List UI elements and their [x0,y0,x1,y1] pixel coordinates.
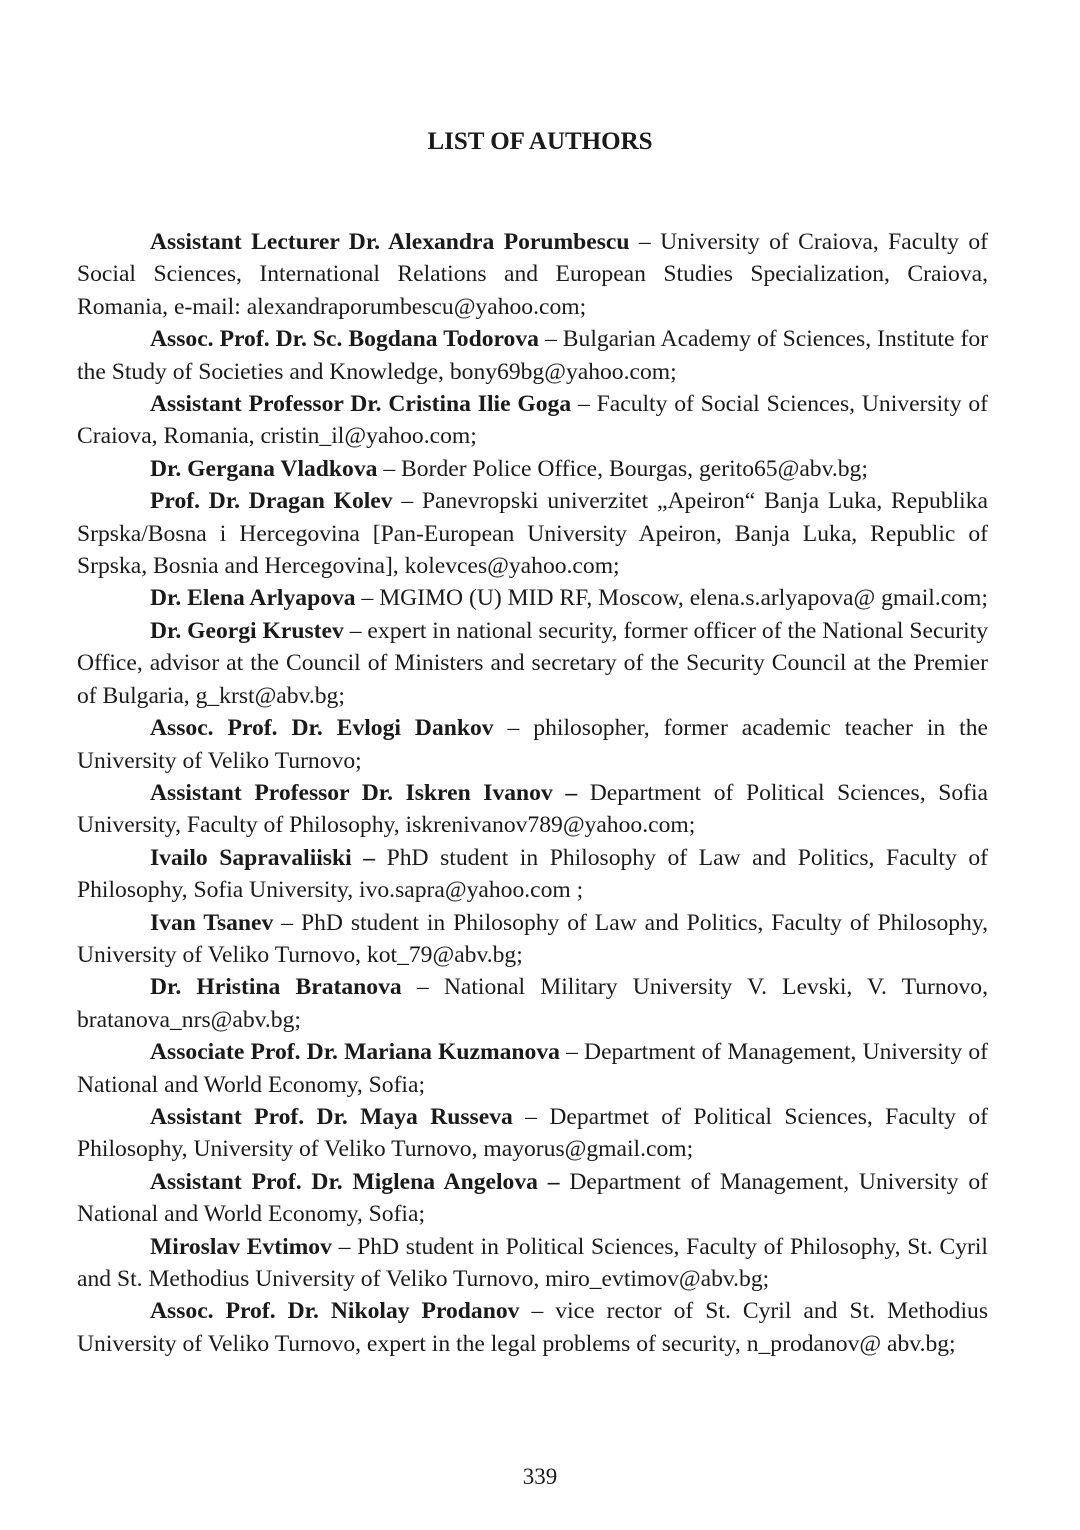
page-number: 339 [522,1464,558,1489]
author-entry [77,971,988,1036]
author-entry [77,1101,988,1166]
author-name: Dr. Georgi Krustev [150,617,344,644]
separator [577,780,590,806]
separator: – [343,617,368,644]
author-entry [77,1166,988,1231]
author-details: philosopher, former academic teacher in the University of Veliko Turnovo; [77,715,988,774]
author-entry [77,1295,988,1360]
author-name: Prof. Dr. Dragan Kolev [150,488,393,515]
separator: – [571,391,597,418]
separator: – [273,909,301,936]
author-details: PhD student in Philosophy of Law and Politics, Faculty of Philosophy, Sofia University, ivo.sapra@yahoo.com ; [77,844,988,904]
author-details: expert in national security, former officer of the National Security Office, advisor at the Council of Ministers and secretary of the Security Council at the Premier of Bulgaria, g_krst@abv.bg; [77,617,989,709]
separator: – [392,488,422,515]
separator: – [401,974,444,1001]
author-entry [77,777,988,842]
separator: – [559,1039,585,1066]
author-entry [77,615,988,712]
separator: – [519,1298,556,1325]
author-list [77,226,988,1360]
separator [560,1169,570,1195]
author-entry [77,712,988,777]
author-name: Associate Prof. Dr. Mariana Kuzmanova [150,1039,560,1066]
author-entry [77,453,988,485]
author-entry [77,485,988,582]
author-name: Assoc. Prof. Dr. Sc. Bogdana Todorova [150,326,539,353]
author-details: Department of Management, University of National and World Economy, Sofia; [77,1039,989,1098]
author-details: MGIMO (U) MID RF, Moscow, elena.s.arlyapova@ gmail.com; [379,585,988,612]
separator: – [512,1103,550,1130]
author-entry [77,582,988,614]
author-name: Assoc. Prof. Dr. Evlogi Dankov [150,715,494,742]
author-details: Panevropski univerzitet „Apeiron“ Banja Luka, Republika Srpska/Bosna i Hercegovina [Pan-European University Apeiron, Banja Luka, Republic of Srpska, Bosnia and Hercegovina], kolevces@yahoo.com; [77,488,988,580]
author-details: PhD student in Political Sciences, Faculty of Philosophy, St. Cyril and St. Methodius University of Veliko Turnovo, miro_evtimov@abv.bg; [77,1233,988,1292]
author-entry [77,323,988,388]
author-name: Assistant Lecturer Dr. Alexandra Porumbescu [150,229,630,255]
author-details: PhD student in Philosophy of Law and Politics, Faculty of Philosophy, University of Veliko Turnovo, kot_79@abv.bg; [77,909,989,968]
author-entry [77,1036,988,1101]
author-details: Department of Political Sciences, Sofia University, Faculty of Philosophy, iskrenivanov789@yahoo.com; [77,779,988,839]
author-details: Border Police Office, Bourgas, gerito65@abv.bg; [401,455,868,482]
author-name: Ivailo Sapravaliiski – [150,844,376,871]
author-details: vice rector of St. Cyril and St. Methodius University of Veliko Turnovo, expert in the legal problems of security, n_prodanov@ abv.bg; [77,1298,989,1357]
author-name: Assistant Professor Dr. Cristina Ilie Goga [150,391,572,418]
separator: – [331,1233,358,1260]
author-details: Bulgarian Academy of Sciences, Institute for the Study of Societies and Knowledge, bony69bg@yahoo.com; [77,326,988,385]
separator: – [493,715,534,742]
author-name: Ivan Tsanev [150,909,274,936]
author-name: Dr. Elena Arlyapova [150,585,356,612]
author-entry [77,907,988,972]
separator [375,845,387,871]
author-name: Miroslav Evtimov [150,1233,332,1260]
separator: – [538,326,563,353]
author-name: Assistant Professor Dr. Iskren Ivanov – [150,779,578,806]
author-details: Faculty of Social Sciences, University of Craiova, Romania, cristin_il@yahoo.com; [77,391,988,450]
author-entry [77,226,988,323]
author-details: Departmet of Political Sciences, Faculty of Philosophy, University of Veliko Turnovo, mayorus@gmail.com; [77,1103,988,1163]
separator: – [629,229,661,255]
author-name: Assistant Prof. Dr. Miglena Angelova – [150,1168,560,1195]
author-entry [77,388,988,453]
author-name: Dr. Gergana Vladkova [150,455,378,482]
page-title: LIST OF AUTHORS [427,128,653,155]
author-name: Dr. Hristina Bratanova [150,974,402,1001]
author-name: Assistant Prof. Dr. Maya Russeva [150,1103,513,1130]
author-entry [77,842,988,907]
separator: – [377,455,402,482]
separator: – [355,585,380,612]
author-details: National Military University V. Levski, V. Turnovo, bratanova_nrs@abv.bg; [77,974,989,1033]
author-name: Assoc. Prof. Dr. Nikolay Prodanov [150,1298,520,1325]
author-details: University of Craiova, Faculty of Social Sciences, International Relations and European Studies Specialization, Craiova, Romania, e-mail: alexandraporumbescu@yahoo.com; [77,229,988,320]
author-entry [77,1231,988,1296]
author-details: Department of Management, University of National and World Economy, Sofia; [77,1168,989,1228]
